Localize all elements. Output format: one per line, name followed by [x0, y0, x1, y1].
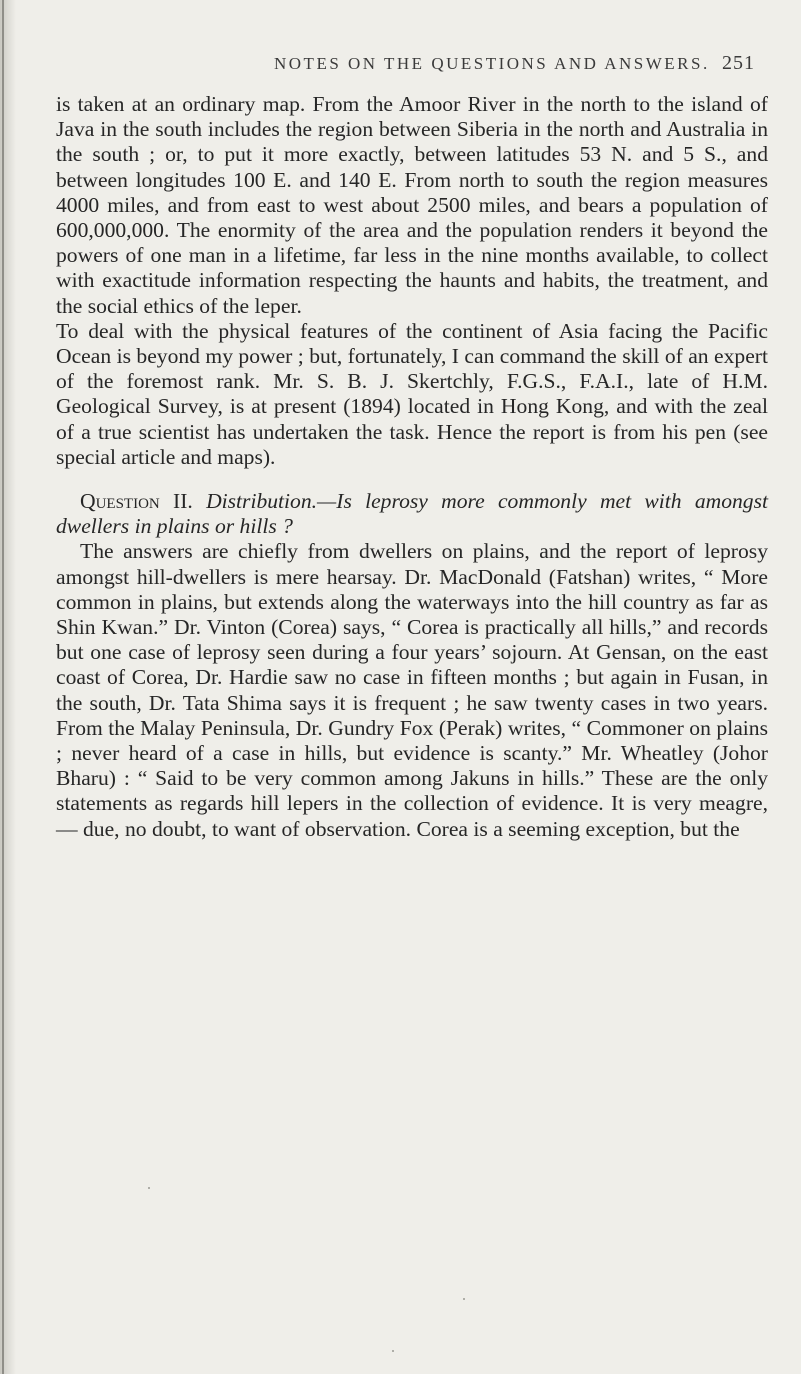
question-label: Question II.	[80, 489, 193, 514]
paragraph-continuation: is taken at an ordinary map. From the Amoor River in the north to the island of Java in the south includes the region between Siberia in the north and Australia in the south ; or, to put it more exactly, between latitudes 53 N. and 5 S., and between longitudes 100 E. and 140 E. From north to south the region measures 4000 miles, and from east to west about 2500 miles, and bears a population of 600,000,000. The enormity of the area and the population renders it beyond the powers of one man in a lifetime, far less in the nine months available, to collect with exactitude information respecting the haunts and habits, the treatment, and the social ethics of the leper.	[56, 92, 768, 318]
print-speck	[463, 1298, 465, 1300]
page-number: 251	[722, 52, 755, 74]
body-text	[56, 92, 768, 842]
question-topic: Distribution.	[206, 489, 318, 514]
answer-paragraph: The answers are chiefly from dwellers on plains, and the report of leprosy amongst hill-dwellers is mere hearsay. Dr. MacDonald (Fatshan) writes, “ More common in plains, but extends along the waterways into the hill country as far as Shin Kwan.” Dr. Vinton (Corea) says, “ Corea is practically all hills,” and records but one case of leprosy seen during a four years’ sojourn. At Gensan, on the east coast of Corea, Dr. Hardie saw no case in fifteen months ; but again in Fusan, in the south, Dr. Tata Shima says it is frequent ; he saw twenty cases in two years. From the Malay Peninsula, Dr. Gundry Fox (Perak) writes, “ Commoner on plains ; never heard of a case in hills, but evidence is scanty.” Mr. Wheatley (Johor Bharu) : “ Said to be very common among Jakuns in hills.” These are the only statements as regards hill lepers in the collection of evidence. It is very meagre, — due, no doubt, to want of observation. Corea is a seeming exception, but the	[56, 539, 768, 841]
question-text: —Is leprosy more commonly met with amongst dwellers in plains or hills ?	[56, 489, 769, 539]
question-heading	[56, 489, 768, 539]
paragraph-physical-features: To deal with the physical features of the continent of Asia facing the Pacific Ocean is beyond my power ; but, fortunately, I can command the skill of an expert of the foremost rank. Mr. S. B. J. Skertchly, F.G.S., F.A.I., late of H.M. Geological Survey, is at present (1894) located in Hong Kong, and with the zeal of a true scientist has undertaken the task. Hence the report is from his pen (see special article and maps).	[56, 318, 768, 469]
print-speck	[392, 1350, 394, 1352]
running-head: NOTES ON THE QUESTIONS AND ANSWERS.	[274, 54, 710, 73]
binding-edge	[2, 0, 4, 1374]
print-speck	[148, 1187, 150, 1189]
